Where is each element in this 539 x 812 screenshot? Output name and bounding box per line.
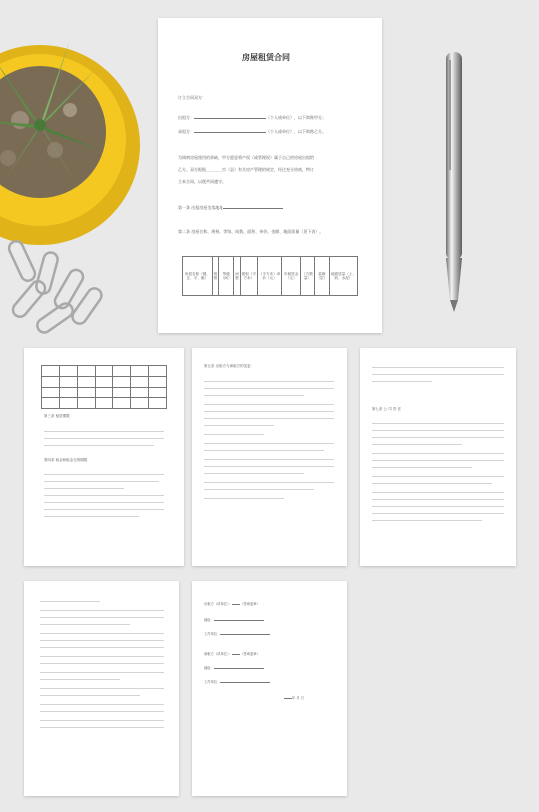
grid-cell	[42, 376, 60, 387]
table-header-cell: （方数量）	[301, 257, 315, 296]
table-header-cell: 规格	[212, 257, 218, 296]
lessor-note: （个人或单位），以下简称甲方；	[266, 115, 326, 120]
table-header-cell: 面积（平方米）	[240, 257, 257, 296]
page-4-text-b	[372, 423, 504, 527]
signing-date	[284, 697, 304, 700]
grid-cell	[77, 398, 95, 409]
table-header-cell: 地面质量（土、砖、水泥）	[330, 257, 358, 296]
work-label-2: 工作单位：	[204, 680, 221, 684]
lessee-line	[178, 130, 326, 134]
page-title: 房屋租赁合同	[242, 53, 290, 62]
grid-cell	[113, 398, 131, 409]
page-4-text-a	[372, 367, 504, 388]
grid-cell	[131, 387, 149, 398]
preamble-line-2: 乙方。双方根据________市（县）有关房产管理的规定，经过充分协商，特订	[178, 167, 314, 172]
date-text: 年 月 日	[292, 696, 304, 700]
lessee-work	[204, 681, 270, 684]
lessor-line	[178, 116, 326, 120]
grid-cell	[42, 366, 60, 377]
article-5-title: 第五条 出租方与承租方的变更：	[204, 364, 255, 368]
grid-cell	[149, 376, 167, 387]
grid-cell	[42, 387, 60, 398]
contract-page-3	[192, 348, 347, 566]
property-table	[182, 256, 358, 296]
schedule-grid	[41, 365, 167, 409]
grid-cell	[59, 387, 77, 398]
article-3-text	[44, 431, 164, 452]
grid-cell	[59, 366, 77, 377]
article-4-text	[44, 474, 164, 523]
table-header-cell: 年租赁金（元）	[282, 257, 301, 296]
grid-cell	[59, 376, 77, 387]
page-5-text	[40, 601, 164, 734]
grid-cell	[95, 376, 113, 387]
contract-page-2	[24, 348, 184, 566]
grid-cell	[131, 376, 149, 387]
grid-cell	[95, 398, 113, 409]
preamble-line-1: 为调剂房屋使用的余缺，甲方愿意将产权（或管理权）属于自己的房屋出租给	[178, 155, 314, 160]
lessor-label: 出租方：	[178, 115, 194, 120]
lessee-sign-line	[204, 653, 260, 656]
paperclip-icon	[7, 239, 104, 335]
contract-page-1	[158, 18, 382, 333]
intro-text: 订立合同双方：	[178, 95, 206, 100]
grid-cell	[95, 387, 113, 398]
contract-page-5	[24, 581, 179, 796]
grid-cell	[149, 398, 167, 409]
article-1-text: 第一条 出租房屋坐落地址	[178, 205, 224, 210]
seal-note-2: （签章盖章）	[240, 652, 260, 656]
grid-cell	[77, 376, 95, 387]
lessor-sign-label: 出租方（或单位）：	[204, 602, 233, 606]
lessor-work	[204, 633, 270, 636]
address-label-1: 地址：	[204, 618, 214, 622]
table-header-cell: 装修（层）	[314, 257, 329, 296]
preamble-line-3: 立本合同，以便共同遵守。	[178, 179, 226, 184]
grid-cell	[59, 398, 77, 409]
article-1	[178, 206, 283, 210]
grid-cell	[149, 366, 167, 377]
lessee-label: 承租方：	[178, 129, 194, 134]
table-header-cell: 等级（间）	[219, 257, 234, 296]
seal-note-1: （签章盖章）	[240, 602, 260, 606]
lessee-note: （个人或单位），以下简称乙方。	[266, 129, 326, 134]
table-header-cell: （平方米）单价（元）	[257, 257, 281, 296]
grid-cell	[42, 398, 60, 409]
grid-cell	[113, 366, 131, 377]
grid-cell	[149, 387, 167, 398]
grid-cell	[95, 366, 113, 377]
lessee-sign-label: 承租方（或单位）：	[204, 652, 233, 656]
work-label-1: 工作单位：	[204, 632, 221, 636]
lessor-sign-line	[204, 603, 260, 606]
lessee-address	[204, 667, 264, 670]
article-4-title: 第四条 租金和租金交纳期限：	[44, 458, 91, 462]
contract-page-6	[192, 581, 347, 796]
grid-cell	[113, 376, 131, 387]
article-5-text	[204, 381, 334, 505]
article-3-title: 第三条 租赁期限：	[44, 414, 74, 418]
pen-icon	[446, 52, 462, 312]
lessor-address	[204, 619, 264, 622]
grid-cell	[113, 387, 131, 398]
grid-cell	[77, 366, 95, 377]
article-2: 第二条 房屋名称、规格、等级、间数、面积、单价、金额、地面质量（见下表）。	[178, 229, 324, 234]
contract-page-4	[360, 348, 516, 566]
grid-cell	[77, 387, 95, 398]
grid-cell	[131, 366, 149, 377]
plant-icon	[0, 40, 140, 245]
table-header-cell: 房屋名称（楼、正、平、厢）	[183, 257, 213, 296]
section-title: 第七条 公 司 责 任	[372, 407, 401, 411]
address-label-2: 地址：	[204, 666, 214, 670]
grid-cell	[131, 398, 149, 409]
table-header-cell: 间数	[234, 257, 240, 296]
